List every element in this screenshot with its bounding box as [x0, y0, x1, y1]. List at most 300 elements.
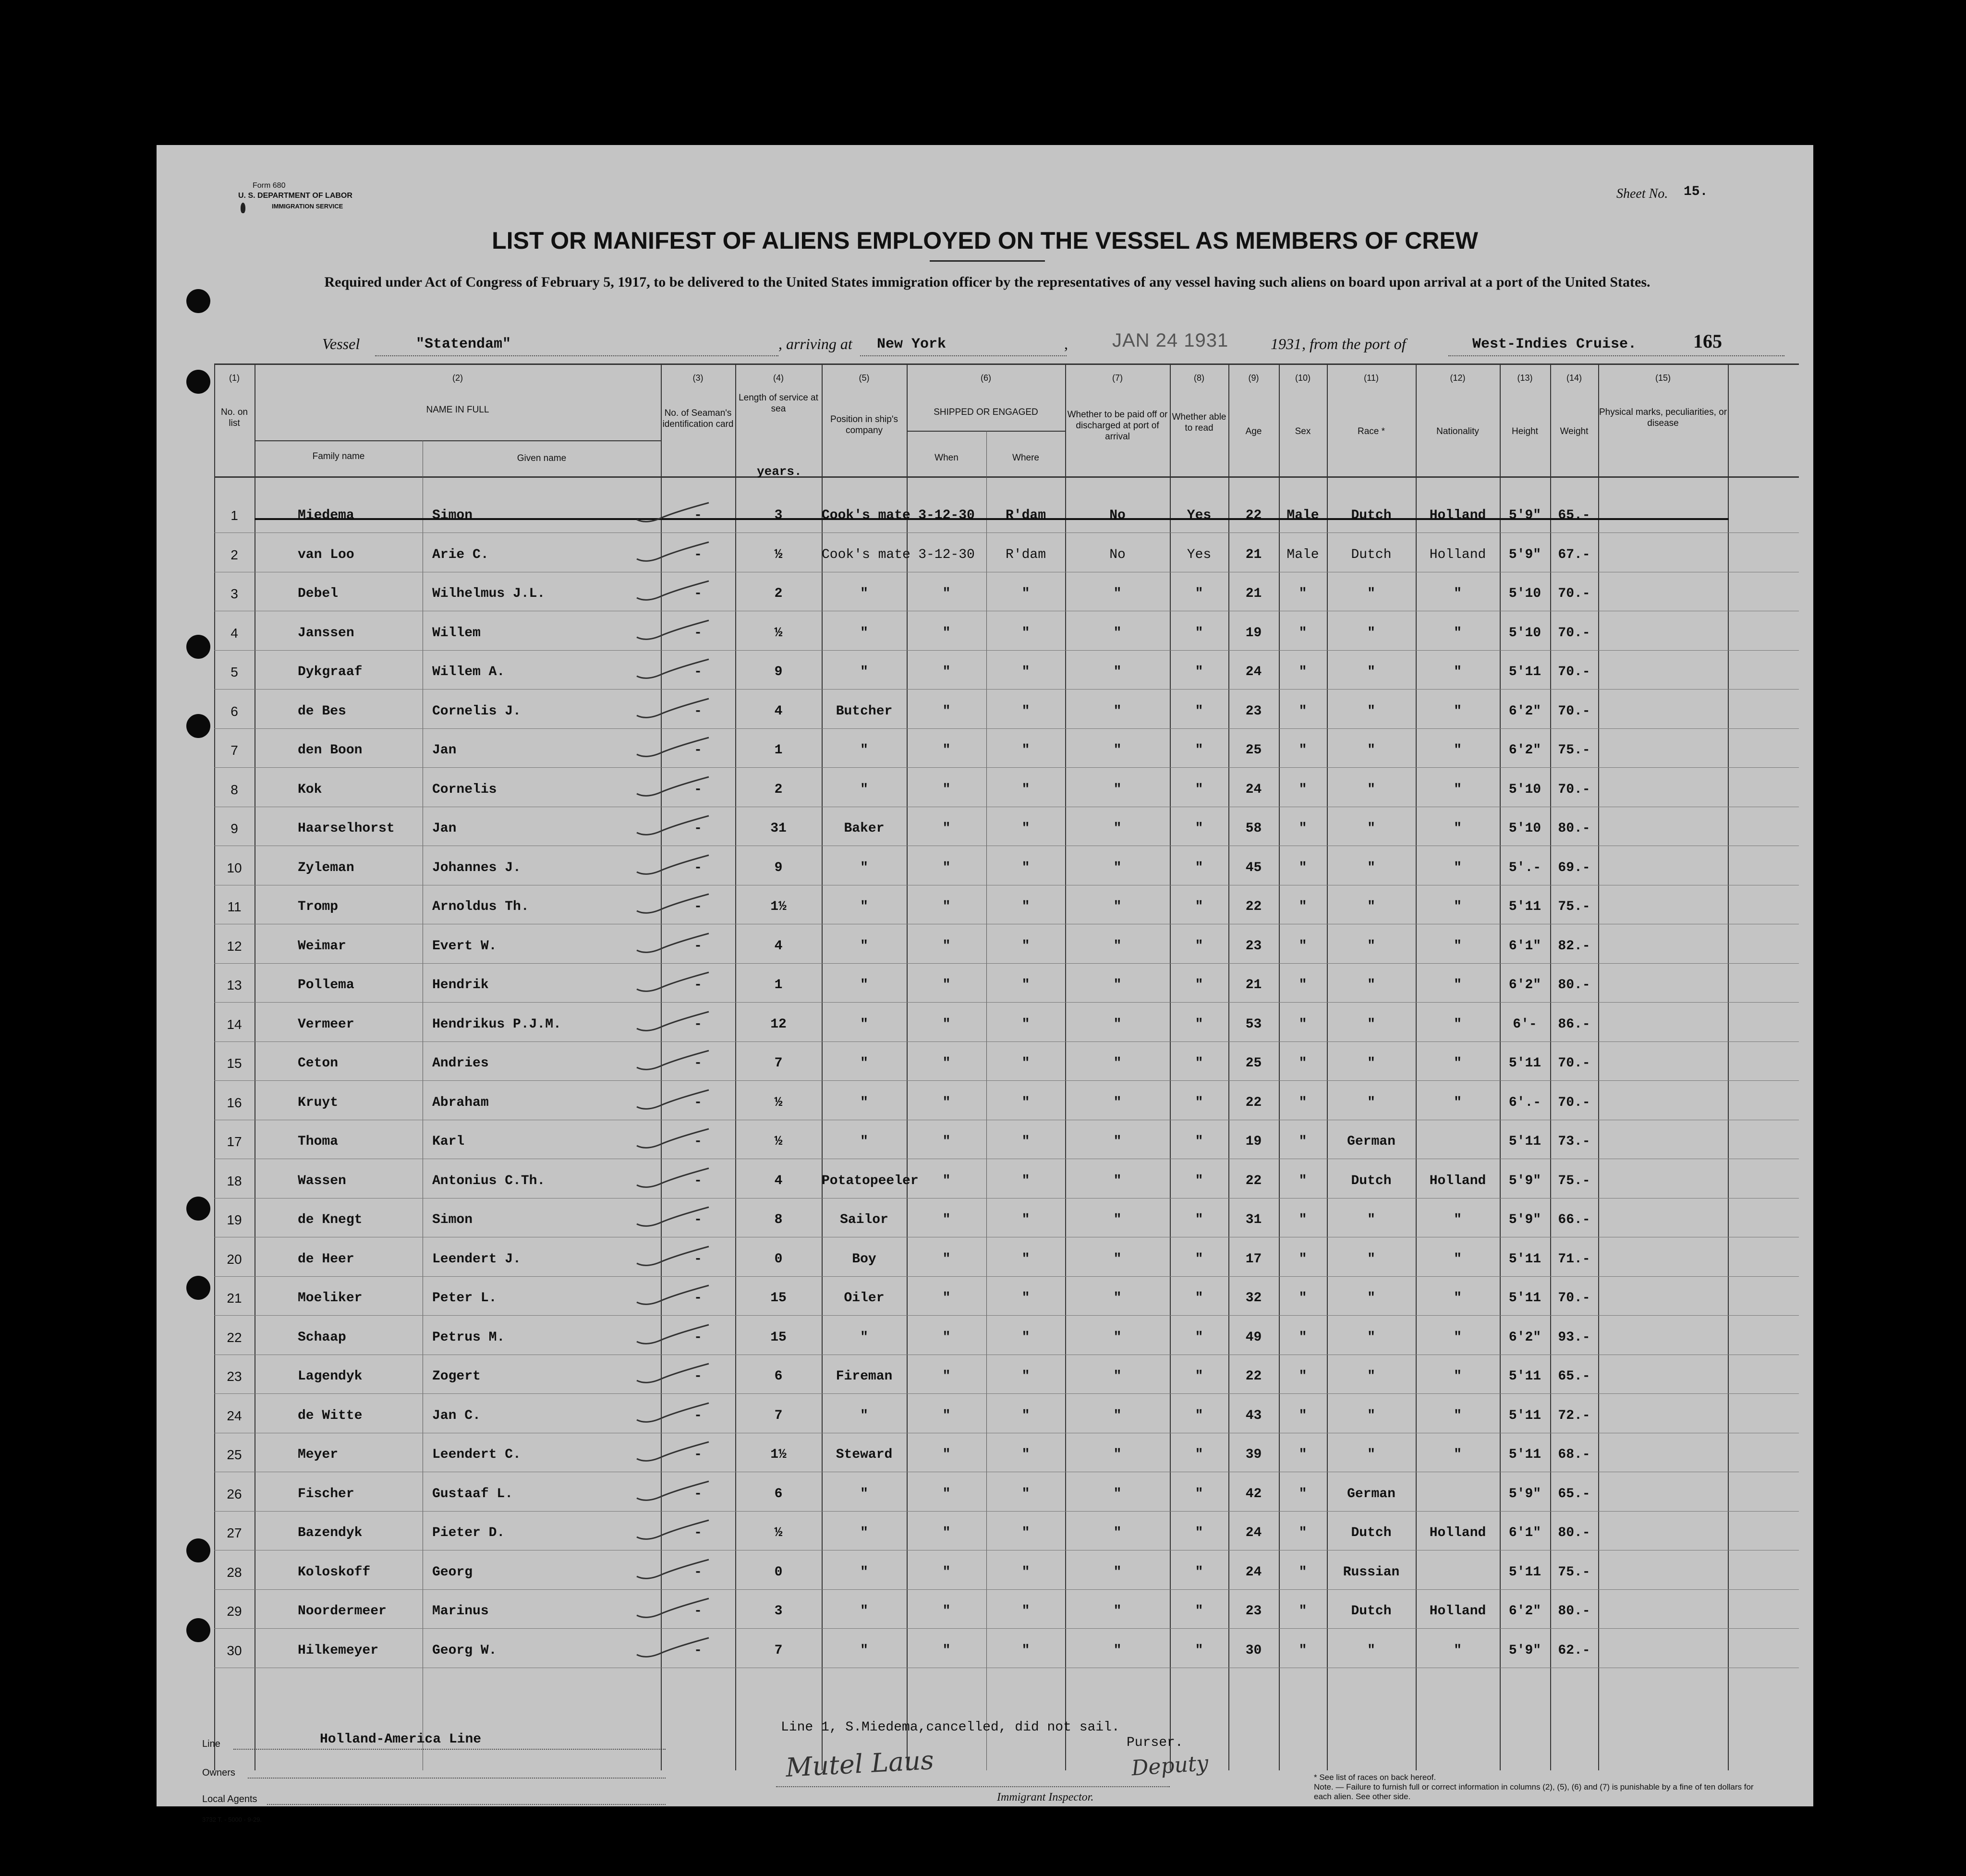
cell-read: ": [1195, 782, 1203, 797]
check-mark-icon: [632, 537, 714, 566]
cell-given: Simon: [432, 1212, 473, 1227]
cell-where: ": [1021, 625, 1030, 641]
cell-years: 6: [774, 1486, 783, 1501]
cell-where: ": [1021, 1604, 1030, 1619]
cell-when: ": [942, 1134, 951, 1149]
cell-years: 9: [774, 860, 783, 875]
cell-card: -: [694, 1604, 702, 1619]
cell-family: Haarselhorst: [298, 821, 395, 836]
cell-sex: ": [1299, 1447, 1307, 1462]
cell-race: ": [1367, 1330, 1375, 1345]
cell-family: Noordermeer: [298, 1604, 387, 1619]
cell-weight: 80.-: [1558, 821, 1590, 836]
cell-where: ": [1021, 1564, 1030, 1580]
cell-age: 43: [1245, 1408, 1262, 1423]
cell-where: ": [1021, 703, 1030, 719]
manifest-sheet: Form 680 U. S. DEPARTMENT OF LABOR IMMIGRATION SERVICE Sheet No. 15. 165 LIST OR MANIFEST OF ALIENS EMPLOYED ON THE VESSEL AS MEMBERS OF CREW Required under Act of Congress of February 5, 1917, to be delivered to the United States immigration officer by the representatives of any vessel having such aliens on board upon arrival at a port of the United States. Vessel "Statendam" , arriving at New York , JAN 24 1931 1931 , from the port of West-Indies Cruise. (1) (2) (3) (4) (5) (6) (7) (8) (9) (10) (11) (12) (13) (14) (15) No. on list NAME IN FULL Family name Given name No. of Seaman's identification card Length of service at sea years. Position in ship's company SHIPPED OR ENGAGED When Where Whether to be paid off or discharged at port of arrival Whether able to read Age Sex Race * Nationality Height Weight Physical marks, peculiarities, or disease 1 Miedema Simon - 3 Cook's mate 3-12-30 R'dam No Yes 22 Male Dutch Holland 5'9" 65.- 2 van Loo Arie C. - ½ Cook's mate 3-12-30 R'dam No Yes 21 Male Dutch Holland 5'9" 67.- 3 Debel Wilhelmus J.L. - 2 " " " " " 21 " " " 5'10 70.- 4 Janssen Willem - ½ " " " " " 19 " " " 5'10 70.- 5 Dykgraaf Willem A. - 9 " " " " " 24 " " " 5'11 70.- 6 de Bes Cornelis J. - 4 Butcher " " " " 23 " " " 6'2" 70.- 7 den Boon Jan - 1 " " " " " 25 " " " 6'2" 75.- 8 Kok Cornelis - 2 " " " " " 24 " " " 5'10 70.- 9 Haarselhorst Jan - 31 Baker " " " " 58 " " " 5'10 80.- 10 Zyleman Johannes J. - 9 " " " " " 45 " " " 5'.- 69.- 11 Tromp Arnoldus Th. - 1½ " " " " " 22 " " " 5'11 75.- 12 Weimar Evert W. - 4 " " " " " 23 " " " 6'1" 82.- 13 Pollema Hendrik - 1 " " " " " 21 " " " 6'2" 80.- 14 Vermeer Hendrikus P.J.M. - 12 " " " " " 53 " " " 6'- 86.- 15 Ceton Andries - 7 " " " " " 25 " " " 5'11 70.- 16 Kruyt Abraham - ½ " " " " " 22 " " " 6'.- 70.- 17 Thoma Karl - ½ " " " " " 19 " German 5'11 73.- 18 Wassen Antonius C.Th. - 4 Potatopeeler " " " " 22 " Dutch Holland 5'9" 75.- 19 de Knegt Simon - 8 Sailor " " " " 31 " " " 5'9" 66.- 20 de Heer Leendert J. - 0 Boy " " " " 17 " " " 5'11 71.- 21 Moeliker Peter L. - 15 Oiler " " " " 32 " " " 5'11 70.- 22 Schaap Petrus M. - 15 " " " " " 49 " " " 6'2" 93.- 23 Lagendyk Zogert - 6 Fireman " " " " 22 " " " 5'11 65.- 24 de Witte Jan C. - 7 " " " " " 43 " " " 5'11 72.- 25 Meyer Leendert C. - 1½ Steward " " " " 39 " " " 5'11 68.- 26 Fischer Gustaaf L. - 6 " " " " " 42 " German 5'9" 65.- 27 Bazendyk Pieter D. - ½ " " " " " 24 " Dutch Holland 6'1" 80.- 28 Koloskoff Georg - 0 " " " " " 24 " Russian 5'11 75.- 29 Noordermeer Marinus - 3 " " " " " 23 " Dutch Holland 6'2" 80.- 30 Hilkemeyer Georg W. - 7 " " " " " 30 " " " 5'9" 62.- Line 1, S.Miedema,cancelled, did not sail. Line Holland-America Line Owners Local Agents Purser. Mutel Laus Deputy Immigrant Inspector. * See list of races on back hereof. Note. — Failure to furnish full or correct information in columns (2), (5), (6) and (7) is punishable by a fine of ten dollars for each alien. See other side. 3732 T. - 5000 - 9-29.: [157, 145, 1813, 1806]
cell-years: 31: [770, 821, 787, 836]
cell-sex: ": [1299, 1408, 1307, 1423]
cell-card: -: [694, 1643, 702, 1658]
cell-given: Petrus M.: [432, 1330, 505, 1345]
check-mark-icon: [632, 733, 714, 762]
sheet-label: Sheet No.: [1616, 186, 1668, 201]
cell-position: Butcher: [836, 703, 893, 719]
cell-weight: 69.-: [1558, 860, 1590, 875]
cell-card: -: [694, 665, 702, 679]
cell-sex: ": [1299, 1486, 1307, 1501]
cell-nationality: ": [1454, 860, 1462, 875]
cell-given: Marinus: [432, 1604, 489, 1619]
cell-sex: ": [1299, 1369, 1307, 1384]
header-height: Height: [1512, 426, 1538, 436]
cell-where: ": [1021, 1408, 1030, 1423]
cell-sex: ": [1299, 625, 1307, 641]
cell-age: 31: [1245, 1212, 1262, 1227]
cell-paid: ": [1113, 1604, 1122, 1619]
from-port-label: , from the port of: [1302, 335, 1406, 352]
cell-sex: ": [1299, 1251, 1307, 1267]
punch-hole: [186, 1618, 210, 1642]
cell-where: ": [1021, 821, 1030, 836]
cell-read: Yes: [1187, 547, 1212, 562]
cell-weight: 67.-: [1558, 547, 1590, 562]
cell-card: -: [694, 508, 702, 523]
cell-read: ": [1195, 586, 1203, 601]
cell-weight: 86.-: [1558, 1017, 1590, 1032]
check-mark-icon: [632, 850, 714, 879]
cell-family: Miedema: [298, 508, 354, 523]
header-length-service: Length of service at sea: [739, 393, 818, 414]
cell-age: 23: [1245, 703, 1262, 719]
cell-card: -: [694, 1173, 702, 1188]
cell-sex: ": [1299, 665, 1307, 679]
cell-sex: ": [1299, 1525, 1307, 1540]
cell-read: ": [1195, 703, 1203, 719]
cell-race: ": [1367, 1447, 1375, 1462]
cell-no: 7: [231, 743, 238, 758]
row-rule: [214, 650, 1799, 651]
header-race: Race *: [1357, 426, 1385, 436]
cell-family: de Witte: [298, 1408, 363, 1423]
cell-where: ": [1021, 938, 1030, 954]
column-number: (2): [452, 373, 463, 383]
cell-paid: ": [1113, 1251, 1122, 1267]
cell-family: de Knegt: [298, 1212, 363, 1227]
check-mark-icon: [632, 1555, 714, 1584]
cell-given: Leendert J.: [432, 1251, 521, 1267]
page-title: LIST OR MANIFEST OF ALIENS EMPLOYED ON THE VESSEL AS MEMBERS OF CREW: [492, 227, 1478, 254]
cell-age: 17: [1245, 1251, 1262, 1267]
cell-weight: 70.-: [1558, 1095, 1590, 1110]
cell-nationality: ": [1454, 586, 1462, 601]
cell-race: ": [1367, 1056, 1375, 1071]
cell-position: ": [860, 743, 868, 758]
cell-nationality: ": [1454, 978, 1462, 992]
cell-height: 6'2": [1508, 743, 1541, 758]
cell-nationality: ": [1454, 625, 1462, 641]
cell-given: Karl: [432, 1134, 465, 1149]
cell-given: Antonius C.Th.: [432, 1173, 546, 1188]
cell-no: 12: [227, 938, 242, 954]
cell-race: ": [1367, 665, 1375, 679]
cell-race: ": [1367, 782, 1375, 797]
cell-race: ": [1367, 1095, 1375, 1110]
cell-card: -: [694, 1291, 702, 1306]
header-id-card: No. of Seaman's identification card: [662, 408, 734, 429]
column-number: (9): [1248, 373, 1259, 383]
cell-height: 5'11: [1508, 1251, 1541, 1267]
cell-nationality: ": [1454, 782, 1462, 797]
cell-where: ": [1021, 743, 1030, 758]
cell-family: van Loo: [298, 547, 354, 562]
cell-paid: ": [1113, 1525, 1122, 1540]
column-rule: [1598, 363, 1599, 1770]
cell-card: -: [694, 1486, 702, 1501]
stamp-number: 165: [1693, 330, 1722, 352]
cell-when: ": [942, 586, 951, 601]
cell-race: ": [1367, 938, 1375, 954]
cell-nationality: ": [1454, 1291, 1462, 1306]
cell-where: ": [1021, 1369, 1030, 1384]
header-name-in-full: NAME IN FULL: [426, 405, 489, 415]
cell-family: Schaap: [298, 1330, 346, 1345]
cell-position: ": [860, 1564, 868, 1580]
cell-paid: ": [1113, 1056, 1122, 1071]
cell-family: Wassen: [298, 1173, 346, 1188]
cell-no: 21: [227, 1291, 242, 1306]
cell-sex: ": [1299, 938, 1307, 954]
seal-mark-icon: [241, 203, 245, 213]
cell-height: 6'2": [1508, 1330, 1541, 1345]
cell-given: Simon: [432, 508, 473, 523]
cell-given: Abraham: [432, 1095, 489, 1110]
cell-given: Johannes J.: [432, 860, 521, 875]
check-mark-icon: [632, 576, 714, 605]
header-physical-marks: Physical marks, peculiarities, or disease: [1599, 407, 1727, 428]
cell-given: Gustaaf L.: [432, 1486, 513, 1501]
cell-no: 27: [227, 1525, 242, 1540]
cell-height: 5'11: [1508, 665, 1541, 679]
cell-height: 5'9": [1508, 508, 1541, 523]
check-mark-icon: [632, 1281, 714, 1309]
check-mark-icon: [632, 1359, 714, 1388]
cell-height: 6'2": [1508, 978, 1541, 992]
cell-race: ": [1367, 743, 1375, 758]
cell-position: ": [860, 782, 868, 797]
cell-sex: ": [1299, 1056, 1307, 1071]
line-label: Line: [202, 1739, 220, 1749]
cell-read: ": [1195, 1447, 1203, 1462]
cell-years: ½: [774, 1134, 783, 1149]
cell-card: -: [694, 1134, 702, 1149]
cell-position: Potatopeeler: [822, 1173, 919, 1188]
cell-when: ": [942, 703, 951, 719]
check-mark-icon: [632, 929, 714, 957]
cell-weight: 71.-: [1558, 1251, 1590, 1267]
cell-height: 5'11: [1508, 1056, 1541, 1071]
cell-when: ": [942, 1486, 951, 1501]
cell-age: 25: [1245, 1056, 1262, 1071]
cell-where: ": [1021, 1017, 1030, 1032]
cell-race: ": [1367, 703, 1375, 719]
cell-weight: 80.-: [1558, 978, 1590, 992]
local-agents-label: Local Agents: [202, 1794, 257, 1804]
title-rule: [930, 260, 1045, 262]
cell-height: 6'2": [1508, 1604, 1541, 1619]
cell-family: de Bes: [298, 703, 346, 719]
cell-sex: ": [1299, 1017, 1307, 1032]
length-unit: years.: [757, 464, 802, 479]
cell-age: 49: [1245, 1330, 1262, 1345]
cell-race: ": [1367, 1251, 1375, 1267]
cell-weight: 75.-: [1558, 1564, 1590, 1580]
cell-family: Tromp: [298, 899, 339, 914]
check-mark-icon: [632, 1633, 714, 1662]
cell-no: 30: [227, 1643, 242, 1658]
cell-sex: ": [1299, 703, 1307, 719]
cell-paid: ": [1113, 899, 1122, 914]
check-mark-icon: [632, 1594, 714, 1622]
cell-read: ": [1195, 938, 1203, 954]
cell-read: ": [1195, 1408, 1203, 1423]
cell-paid: ": [1113, 625, 1122, 641]
cell-paid: ": [1113, 978, 1122, 992]
cell-given: Georg: [432, 1564, 473, 1580]
cell-race: ": [1367, 1017, 1375, 1032]
cell-weight: 70.-: [1558, 586, 1590, 601]
cell-when: ": [942, 743, 951, 758]
header-given-name: Given name: [517, 453, 567, 463]
cell-nationality: ": [1454, 899, 1462, 914]
cell-years: 1½: [770, 1447, 787, 1462]
punch-hole: [186, 370, 210, 394]
cell-family: Bazendyk: [298, 1525, 363, 1540]
cell-no: 18: [227, 1173, 242, 1188]
check-mark-icon: [632, 1437, 714, 1466]
cell-card: -: [694, 743, 702, 758]
cell-years: 3: [774, 1604, 783, 1619]
header-paid-off: Whether to be paid off or discharged at port of arrival: [1067, 410, 1168, 442]
cell-race: Dutch: [1351, 508, 1392, 523]
row-rule: [214, 963, 1799, 964]
cell-no: 4: [231, 625, 238, 641]
cell-when: ": [942, 1604, 951, 1619]
cell-family: den Boon: [298, 743, 363, 758]
cell-no: 29: [227, 1604, 242, 1619]
cell-sex: ": [1299, 1095, 1307, 1110]
cell-paid: ": [1113, 743, 1122, 758]
row-rule: [214, 1628, 1799, 1629]
cell-paid: ": [1113, 938, 1122, 954]
cell-weight: 65.-: [1558, 1486, 1590, 1501]
cell-race: ": [1367, 821, 1375, 836]
cell-position: ": [860, 1095, 868, 1110]
check-mark-icon: [632, 1477, 714, 1505]
cell-position: ": [860, 665, 868, 679]
cell-paid: ": [1113, 1408, 1122, 1423]
cell-given: Arnoldus Th.: [432, 899, 529, 914]
cell-weight: 82.-: [1558, 938, 1590, 954]
punch-hole: [186, 1197, 210, 1221]
cell-paid: ": [1113, 1173, 1122, 1188]
cell-when: ": [942, 860, 951, 875]
requirement-statement: Required under Act of Congress of February 5, 1917, to be delivered to the United States immigration officer by the representatives of any vessel having such aliens on board upon arrival at a port of the United States.: [324, 274, 1650, 290]
cell-where: ": [1021, 586, 1030, 601]
cell-when: ": [942, 821, 951, 836]
cell-age: 53: [1245, 1017, 1262, 1032]
cell-height: 5'.-: [1508, 860, 1541, 875]
check-mark-icon: [632, 1242, 714, 1271]
cell-nationality: Holland: [1429, 1604, 1486, 1619]
column-number: (10): [1295, 373, 1311, 383]
cell-height: 5'9": [1508, 547, 1541, 562]
cell-height: 5'11: [1508, 1564, 1541, 1580]
cancellation-note: Line 1, S.Miedema,cancelled, did not sail.: [781, 1720, 1120, 1735]
cell-nationality: ": [1454, 743, 1462, 758]
cell-sex: ": [1299, 899, 1307, 914]
cell-when: ": [942, 1369, 951, 1384]
check-mark-icon: [632, 498, 714, 527]
cell-race: Dutch: [1351, 547, 1392, 562]
cell-race: ": [1367, 1291, 1375, 1306]
cell-where: ": [1021, 1447, 1030, 1462]
cell-sex: ": [1299, 860, 1307, 875]
cell-where: ": [1021, 1291, 1030, 1306]
cell-weight: 65.-: [1558, 508, 1590, 523]
cell-card: -: [694, 703, 702, 719]
cell-family: Kok: [298, 782, 322, 797]
cell-given: Hendrikus P.J.M.: [432, 1017, 561, 1032]
cell-race: ": [1367, 1369, 1375, 1384]
cell-no: 24: [227, 1408, 242, 1423]
cell-where: ": [1021, 1486, 1030, 1501]
cell-age: 19: [1245, 1134, 1262, 1149]
cell-read: ": [1195, 1330, 1203, 1345]
cell-where: ": [1021, 1056, 1030, 1071]
cell-years: 15: [770, 1330, 787, 1345]
cell-position: ": [860, 1408, 868, 1423]
cell-read: ": [1195, 1173, 1203, 1188]
cell-weight: 65.-: [1558, 1369, 1590, 1384]
cell-card: -: [694, 1447, 702, 1462]
cell-race: ": [1367, 899, 1375, 914]
cell-when: ": [942, 665, 951, 679]
punch-hole: [186, 714, 210, 738]
cell-nationality: Holland: [1429, 508, 1486, 523]
cell-card: -: [694, 1056, 702, 1071]
cell-given: Willem: [432, 625, 481, 641]
cell-years: 4: [774, 938, 783, 954]
cell-nationality: ": [1454, 1447, 1462, 1462]
cell-no: 23: [227, 1369, 242, 1384]
cell-position: Boy: [852, 1251, 876, 1267]
cell-when: 3-12-30: [918, 547, 975, 562]
cell-years: 7: [774, 1643, 783, 1658]
cell-sex: ": [1299, 1604, 1307, 1619]
cell-no: 10: [227, 860, 242, 875]
row-rule: [214, 1080, 1799, 1081]
cell-given: Willem A.: [432, 665, 505, 679]
cell-years: 0: [774, 1251, 783, 1267]
row-rule: [214, 1041, 1799, 1042]
cell-read: ": [1195, 1251, 1203, 1267]
cell-where: ": [1021, 1173, 1030, 1188]
cell-weight: 70.-: [1558, 1056, 1590, 1071]
cell-weight: 66.-: [1558, 1212, 1590, 1227]
cell-race: ": [1367, 625, 1375, 641]
cell-read: ": [1195, 665, 1203, 679]
column-number: (1): [229, 373, 240, 383]
cell-read: ": [1195, 1095, 1203, 1110]
cell-height: 5'9": [1508, 1212, 1541, 1227]
row-rule: [214, 1393, 1799, 1394]
row-rule: [214, 1002, 1799, 1003]
cell-weight: 70.-: [1558, 1291, 1590, 1306]
cell-card: -: [694, 821, 702, 836]
cell-weight: 70.-: [1558, 782, 1590, 797]
cell-nationality: ": [1454, 1408, 1462, 1423]
cell-position: Baker: [844, 821, 885, 836]
cell-age: 32: [1245, 1291, 1262, 1306]
cell-given: Arie C.: [432, 547, 489, 562]
printer-code: 3732 T. - 5000 - 9-29.: [202, 1816, 262, 1823]
cell-no: 11: [227, 899, 242, 914]
cell-paid: ": [1113, 1643, 1122, 1658]
cell-read: ": [1195, 1643, 1203, 1658]
cell-no: 16: [227, 1095, 242, 1110]
cell-nationality: ": [1454, 1251, 1462, 1267]
header-weight: Weight: [1560, 426, 1589, 436]
cell-age: 23: [1245, 938, 1262, 954]
cell-years: 8: [774, 1212, 783, 1227]
cell-where: ": [1021, 1330, 1030, 1345]
cell-nationality: ": [1454, 1095, 1462, 1110]
cell-weight: 70.-: [1558, 703, 1590, 719]
cell-height: 6'-: [1513, 1017, 1537, 1032]
cell-age: 42: [1245, 1486, 1262, 1501]
cell-paid: ": [1113, 1330, 1122, 1345]
cell-weight: 68.-: [1558, 1447, 1590, 1462]
cell-age: 24: [1245, 1525, 1262, 1540]
cell-where: ": [1021, 978, 1030, 992]
cell-when: ": [942, 1017, 951, 1032]
cell-position: ": [860, 1525, 868, 1540]
cell-sex: ": [1299, 978, 1307, 992]
cell-paid: ": [1113, 665, 1122, 679]
cell-height: 6'1": [1508, 938, 1541, 954]
row-rule: [214, 1511, 1799, 1512]
cell-card: -: [694, 625, 702, 641]
cell-sex: ": [1299, 1564, 1307, 1580]
cell-race: Dutch: [1351, 1173, 1392, 1188]
cell-family: Thoma: [298, 1134, 339, 1149]
cell-height: 5'11: [1508, 1291, 1541, 1306]
line-value: Holland-America Line: [320, 1732, 482, 1747]
cell-years: 7: [774, 1056, 783, 1071]
cell-race: ": [1367, 1408, 1375, 1423]
cancellation-strike: [255, 518, 1729, 520]
cell-weight: 75.-: [1558, 743, 1590, 758]
cell-sex: Male: [1286, 508, 1319, 523]
department-name: U. S. DEPARTMENT OF LABOR: [238, 192, 352, 200]
owners-label: Owners: [202, 1767, 235, 1778]
cell-read: ": [1195, 1134, 1203, 1149]
cell-years: 1½: [770, 899, 787, 914]
cell-where: ": [1021, 665, 1030, 679]
cell-family: Weimar: [298, 938, 346, 954]
cell-where: ": [1021, 860, 1030, 875]
cell-card: -: [694, 1212, 702, 1227]
